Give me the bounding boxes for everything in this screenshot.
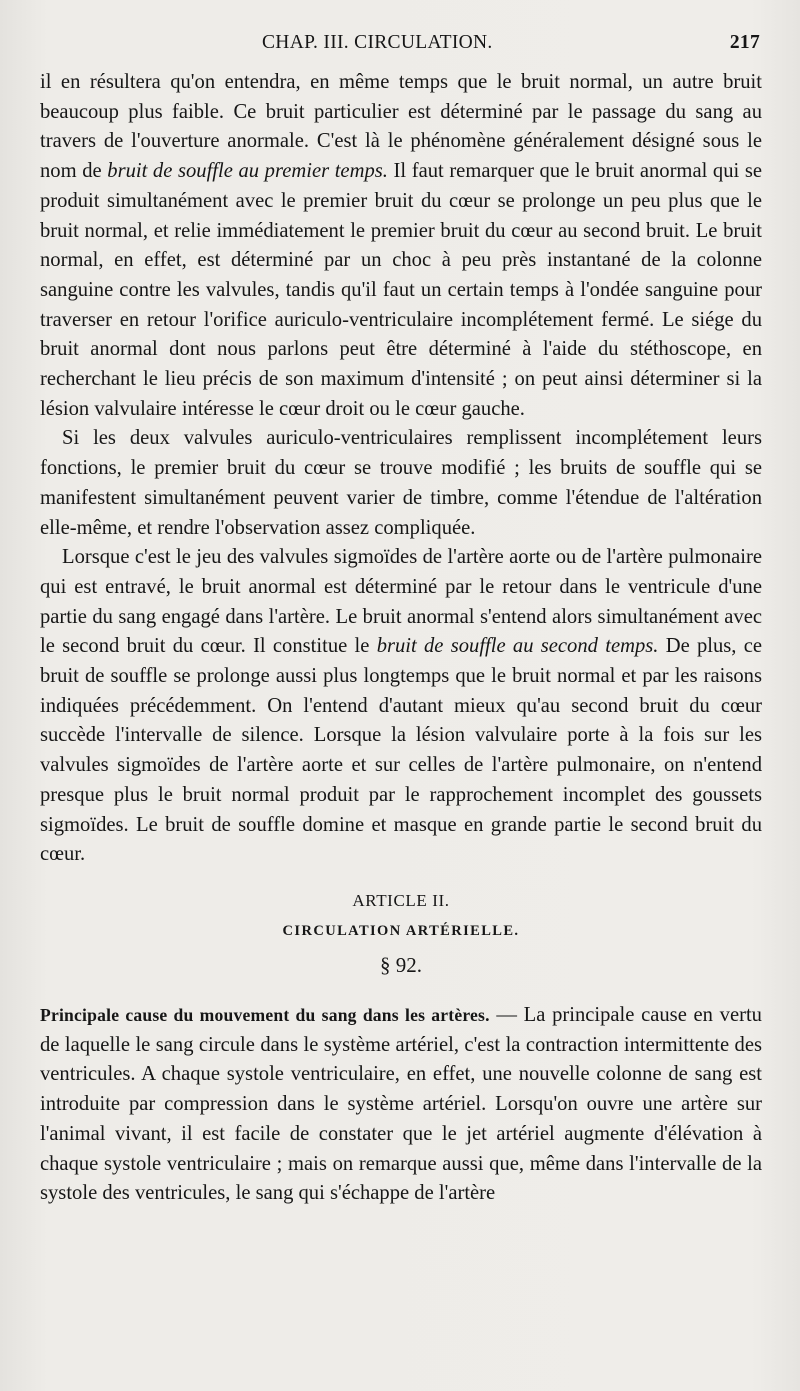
running-title: CHAP. III. CIRCULATION. [262, 32, 493, 53]
article-headings [40, 885, 762, 989]
section-subheading: CIRCULATION ARTÉRIELLE. [282, 922, 520, 939]
paragraph-2: Si les deux valvules auriculo-ventriculaires remplissent incomplétement leurs fonctions, le premier bruit du cœur se trouve modifié ; les bruits de souffle qui se manifestent simultanément peuvent varier de timbre, comme l'étendue de l'altération elle-même, et rendre l'observation assez compliquée. [40, 427, 762, 539]
page-header [40, 28, 762, 64]
paragraph-4: Principale cause du mouvement du sang dans les artères. — La principale cause en vertu de laquelle le sang circule dans le système artériel, c'est la contraction intermittente des ventricules. A chaque systole ventriculaire, en effet, une nouvelle colonne de sang est introduite par compression dans le système artériel. Lorsqu'on ouvre une artère sur l'animal vivant, il est facile de constater que le jet artériel augmente d'élévation à chaque systole ventriculaire ; mais on remarque aussi que, même dans l'intervalle de la systole des ventricules, le sang qui s'échappe de l'artère [40, 1003, 762, 1205]
runin-heading: Principale cause du mouvement du sang dans les artères. [40, 1004, 490, 1025]
term-bruit-de-souffle-second-temps: bruit de souffle au second temps. [376, 635, 659, 658]
paragraph-3: Lorsque c'est le jeu des valvules sigmoïdes de l'artère aorte ou de l'artère pulmonaire qui est entravé, le bruit anormal est déterminé par le retour dans le ventricule d'une partie du sang engagé dans l'artère. Le bruit anormal s'entend alors simultanément avec le second bruit du cœur. Il constitue le bruit de souffle au second temps. De plus, ce bruit de souffle se prolonge aussi plus longtemps que le bruit normal et par les raisons indiquées précédemment. On l'entend d'autant mieux qu'au second bruit du cœur succède l'intervalle de silence. Lorsque la lésion valvulaire porte à la fois sur les valvules sigmoïdes de l'artère aorte et sur celles de l'artère pulmonaire, on n'entend presque plus le bruit normal produit par le rapprochement incomplet des goussets sigmoïdes. Le bruit de souffle domine et masque en grande partie le second bruit du cœur. [40, 546, 763, 866]
article-heading: ARTICLE II. [352, 890, 450, 910]
section-number: § 92. [380, 952, 422, 977]
term-bruit-de-souffle-premier-temps: bruit de souffle au premier temps. [107, 160, 388, 183]
paragraph-1: il en résultera qu'on entendra, en même temps que le bruit normal, un autre bruit beaucoup plus faible. Ce bruit particulier est déterminé par le passage du sang au travers de l'ouverture anormale. C'est là le phénomène généralement désigné sous le nom de bruit de souffle au premier temps. Il faut remarquer que le bruit anormal qui se produit simultanément avec le premier bruit du cœur se prolonge un peu plus que le bruit normal, et relie immédiatement le premier bruit du cœur au second bruit. Le bruit normal, en effet, est déterminé par un choc à peu près instantané de la colonne sanguine contre les valvules, tandis qu'il faut un certain temps à l'ondée sanguine pour traverser en retour l'orifice auriculo-ventriculaire incomplétement fermé. Le siége du bruit anormal dont nous parlons peut être déterminé à l'aide du stéthoscope, en recherchant le lieu précis de son maximum d'intensité ; on peut ainsi déterminer si la lésion valvulaire intéresse le cœur droit ou le cœur gauche. [40, 71, 762, 420]
page-body [40, 68, 762, 1209]
page-number: 217 [729, 32, 760, 53]
